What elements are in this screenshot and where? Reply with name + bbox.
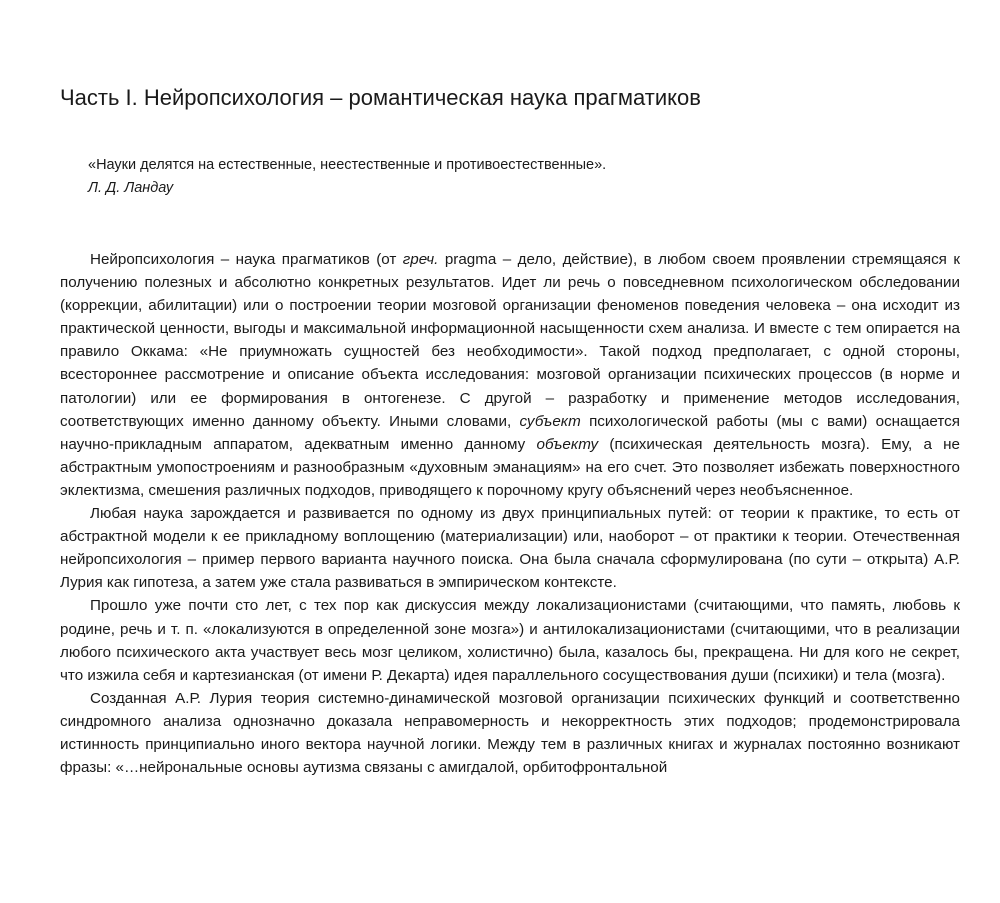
paragraph-1 bbox=[60, 248, 960, 502]
paragraph-2: Любая наука зарождается и развивается по одному из двух принципиальных путей: от теории к практике, то есть от абстрактной модели к ее прикладному воплощению (материализации) или, наоборот – от практики к теории. Отечественная нейропсихология – пример первого варианта научного поиска. Она была сначала сформулирована (по сути – открыта) А.Р. Лурия как гипотеза, а затем уже стала развиваться в эмпирическом контексте. bbox=[60, 505, 960, 592]
epigraph bbox=[88, 154, 630, 200]
paragraph-1-text-a: Нейропсихология – наука прагматиков (от bbox=[90, 251, 403, 268]
paragraph-1-italic-subject: субъект bbox=[519, 412, 581, 430]
paragraph-4: Созданная А.Р. Лурия теория системно-динамической мозговой организации психических функций и соответственно синдромного анализа однозначно доказала неправомерность и некорректность этих подходов; продемонстрировала истинность принципиально иного вектора научной логики. Между тем в различных книгах и журналах постоянно возникают фразы: «…нейрональные основы аутизма связаны с амигдалой, орбитофронтальной bbox=[60, 689, 960, 777]
paragraph-1-italic-greek: греч. bbox=[402, 251, 439, 268]
epigraph-author: Л. Д. Ландау bbox=[88, 180, 174, 196]
paragraph-1-text-g: (психическая деятельность мозга). Ему, а не абстрактным умопостроениям и разнообразным «духовным эманациям» на его счет. Это позволяет избежать поверхностного эклектизма, смешения различных подходов, приводящего к порочному кругу объяснений через необъясненное. bbox=[60, 435, 960, 499]
chapter-title: Часть I. Нейропсихология – романтическая наука прагматиков bbox=[60, 85, 701, 110]
paragraph-1-italic-object: объекту bbox=[536, 435, 599, 453]
paragraph-3: Прошло уже почти сто лет, с тех пор как дискуссия между локализационистами (считающими, что память, любовь к родине, речь и т. п. «локализуются в определенной зоне мозга») и антилокализационистами (считающими, что в реализации любого психического акта участвует весь мозг целиком, холистично) была, казалось бы, прекращена. Ни для кого не секрет, что изжила себя и картезианская (от имени Р. Декарта) идея параллельного сосуществования души (психики) и тела (мозга). bbox=[60, 597, 960, 684]
epigraph-quote: «Науки делятся на естественные, неестественные и противоестественные». bbox=[88, 157, 607, 173]
paragraph-1-text-c: pragma – дело, действие), в любом своем проявлении стремящаяся к получению полезных и абсолютно конкретных результатов. Идет ли речь о повседневном психологическом обследовании (коррекции, абилитации) или о построении теории мозговой организации феноменов поведения человека – она исходит из практической ценности, выгоды и максимальной информационной насыщенности схем анализа. И вместе с тем опирается на правило Оккама: «Не приумножать сущностей без необходимости». Такой подход предполагает, с одной стороны, всестороннее рассмотрение и описание объекта исследования: мозговой организации психических процессов (в норме и патологии) или ее формирования в онтогенезе. С другой – разработку и применение методов исследования, соответствующих именно данному объекту. Иными словами, bbox=[60, 251, 960, 430]
paragraph-1-text-e: психологической работы (мы с вами) оснащается научно-прикладным аппаратом, адекватным именно данному bbox=[60, 412, 960, 453]
body-text bbox=[60, 248, 960, 903]
